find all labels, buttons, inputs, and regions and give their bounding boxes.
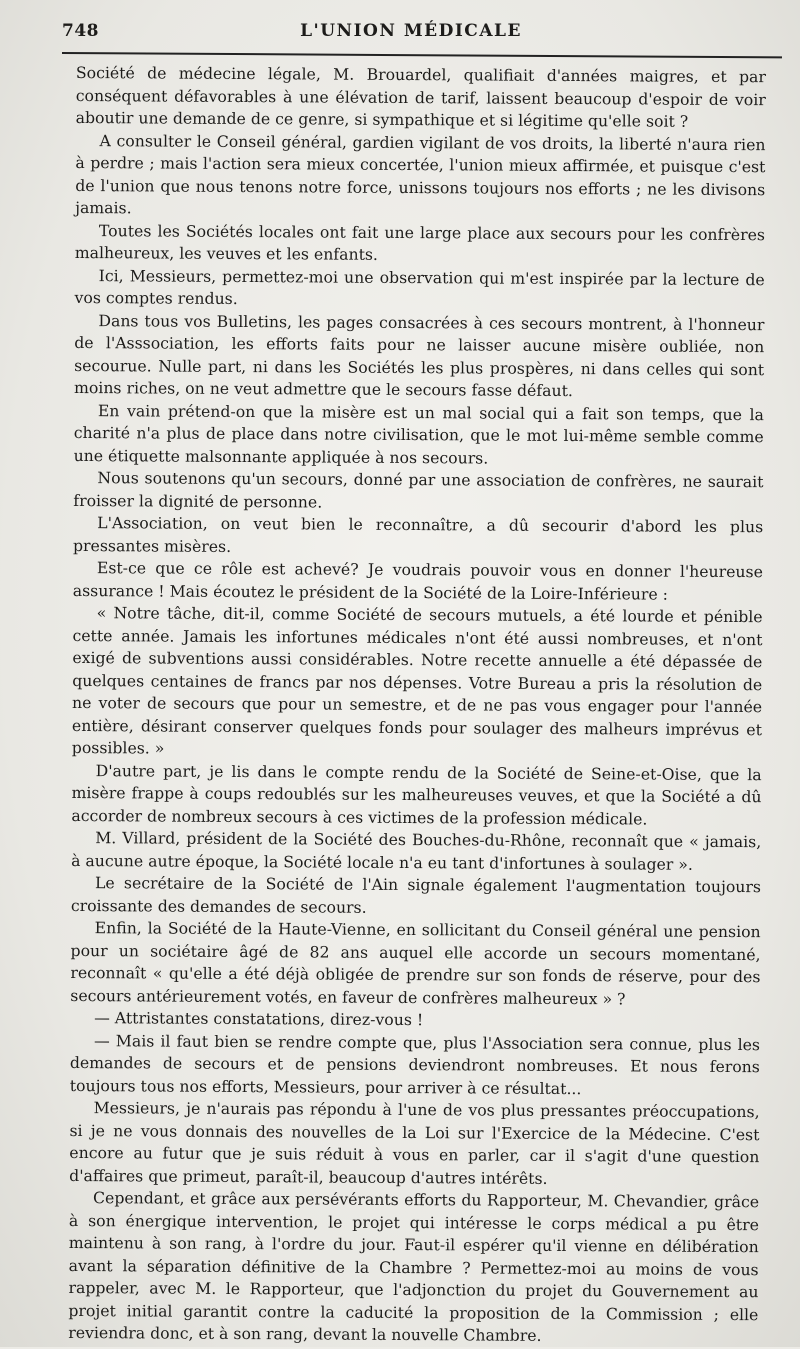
paragraph: Est-ce que ce rôle est achevé? Je voudrais pouvoir vous en donner l'heureuse assurance ! Mais écoutez le président de la Société de la Loire-Inférieure : xyxy=(72,558,763,604)
paragraph: Enfin, la Société de la Haute-Vienne, en sollicitant du Conseil général une pension pour un sociétaire âgé de 82 ans auquel elle accorde un secours momentané, reconnaît « qu'elle a été déjà obligée de prendre sur son fonds de réserve, pour des secours antérieurement votés, en faveur de confrères malheureux » ? xyxy=(70,918,761,1008)
paragraph: « Notre tâche, dit-il, comme Société de secours mutuels, a été lourde et pénible cette année. Jamais les infortunes médicales n'ont été aussi nombreuses, et n'ont exigé de subventions aussi considérables. Notre recette annuelle a été dépassée de quelques centaines de francs par nos dépenses. Votre Bureau a pris la résolution de ne voter de secours que pour un semestre, et de ne pas vous engager pour l'année entière, désirant conserver quelques fonds pour soulager des malheurs imprévus et possibles. » xyxy=(71,603,763,758)
paragraph: Messieurs, je n'aurais pas répondu à l'une de vos plus pressantes préoccupations, si je ne vous donnais des nouvelles de la Loi sur l'Exercice de la Médecine. C'est encore au futur que je suis réduit à vous en parler, car il s'agit d'une question d'affaires que primeut, paraît-il, beaucoup d'autres intérêts. xyxy=(69,1098,760,1188)
header-rule xyxy=(62,52,782,58)
paragraph: — Attristantes constatations, direz-vous ! xyxy=(94,1008,424,1030)
page-number: 748 xyxy=(62,21,99,41)
body-text xyxy=(68,62,766,1349)
paragraph: Nous soutenons qu'un secours, donné par une association de confrères, ne saurait froisser la dignité de personne. xyxy=(73,468,764,512)
paragraph: En vain prétend-on que la misère est un mal social qui a fait son temps, que la charité n'a plus de place dans notre civilisation, que le mot lui-même semble comme une étiquette malsonnante appliquée à nos secours. xyxy=(73,400,764,468)
paragraph: L'Association, on veut bien le reconnaître, a dû secourir d'abord les plus pressantes misères. xyxy=(72,513,764,556)
paragraph: A consulter le Conseil général, gardien vigilant de vos droits, la liberté n'aura rien à perdre ; mais l'action sera mieux concertée, l'union mieux affirmée, et puisque c'est de l'union que nous tenons notre force, unissons toujours nos efforts ; ne les divisons jamais. xyxy=(75,130,766,218)
page-header xyxy=(62,14,760,48)
paragraph: Société de médecine légale, M. Brouardel, qualifiait d'années maigres, et par conséquent défavorables à une élévation de tarif, laissent beaucoup d'espoir de voir aboutir une demande de ce genre, si sympathique et si légitime qu'elle soit ? xyxy=(75,62,766,131)
paragraph: Toutes les Sociétés locales ont fait une large place aux secours pour les confrères malheureux, les veuves et les enfants. xyxy=(74,220,766,264)
running-title: L'UNION MÉDICALE xyxy=(300,21,522,41)
paragraph: M. Villard, président de la Société des Bouches-du-Rhône, reconnaît que « jamais, à aucune autre époque, la Société locale n'a eu tant d'infortunes à soulager ». xyxy=(71,828,762,874)
paragraph: — Mais il faut bien se rendre compte que, plus l'Association sera connue, plus les demandes de secours et de pensions deviendront nombreuses. Et nous ferons toujours tous nos efforts, Messieurs, pour arriver à ce résultat... xyxy=(69,1030,761,1098)
paragraph: D'autre part, je lis dans le compte rendu de la Société de Seine-et-Oise, que la misère frappe à coups redoublés sur les malheureuses veuves, et que la Société a dû accorder de nombreux secours à ces victimes de la profession médicale. xyxy=(71,760,762,829)
paragraph: Le secrétaire de la Société de l'Ain signale également l'augmentation toujours croissante des demandes de secours. xyxy=(70,873,762,917)
paragraph: Dans tous vos Bulletins, les pages consacrées à ces secours montrent, à l'honneur de l'Asssociation, les efforts faits pour ne laisser aucune misère oubliée, non secourue. Nulle part, ni dans les Sociétés les plus prospères, ni dans celles qui sont moins riches, on ne veut admettre que le secours fasse défaut. xyxy=(73,310,765,401)
paragraph: Cependant, et grâce aux persévérants efforts du Rapporteur, M. Chevandier, grâce à son énergique intervention, le projet qui intéresse le corps médical a pu être maintenu à son rang, à l'ordre du jour. Faut-il espérer qu'il vienne en délibération avant la séparation définitive de la Chambre ? Permettez-moi au moins de vous rappeler, avec M. le Rapporteur, que l'adjonction du projet du Gouvernement au projet initial garantit contre la caducité la proposition de la Commission ; elle reviendra donc, et à son rang, devant la nouvelle Chambre. xyxy=(68,1188,760,1345)
paragraph: Ici, Messieurs, permettez-moi une observation qui m'est inspirée par la lecture de vos comptes rendus. xyxy=(74,265,765,308)
